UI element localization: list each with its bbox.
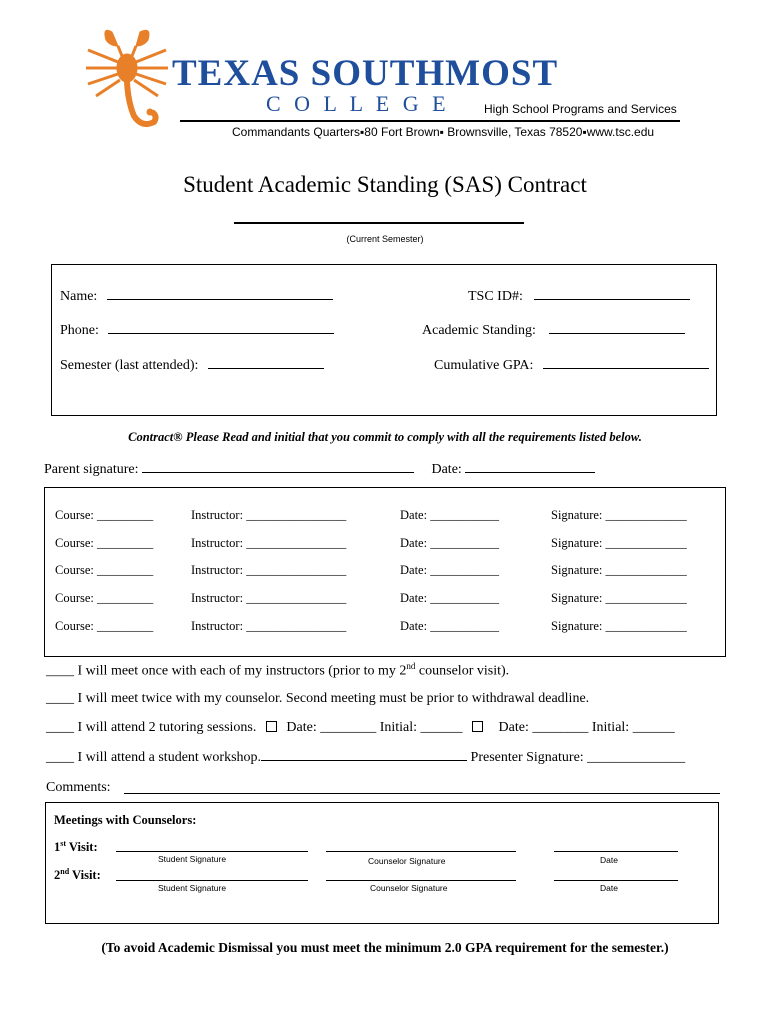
parent-signature-field[interactable] xyxy=(142,472,414,473)
semester-row xyxy=(60,358,324,374)
academic-standing-label: Academic Standing: xyxy=(422,323,536,338)
visit-1-label xyxy=(54,839,98,855)
name-label: Name: xyxy=(60,289,98,304)
course-signature-field[interactable]: Signature: _____________ xyxy=(551,563,687,577)
header-divider xyxy=(180,120,680,122)
tsc-id-row xyxy=(468,289,690,305)
parent-date-field[interactable] xyxy=(465,472,595,473)
gpa-row xyxy=(434,358,709,374)
course-date-field[interactable]: Date: ___________ xyxy=(400,591,499,605)
visit-1-date-field[interactable] xyxy=(554,851,678,852)
meetings-box xyxy=(45,802,719,924)
course-field[interactable]: Course: _________ xyxy=(55,591,154,605)
comments-label: Comments: xyxy=(46,780,111,795)
instructor-field[interactable]: Instructor: ________________ xyxy=(191,508,347,522)
academic-standing-field[interactable] xyxy=(549,333,685,334)
commitment-workshop-text: ____ I will attend a student workshop. xyxy=(46,750,262,765)
comments-field[interactable] xyxy=(124,793,720,794)
college-subtitle: C O L L E G E xyxy=(266,91,450,116)
visit-1-text: Visit: xyxy=(66,840,98,855)
page-title: Student Academic Standing (SAS) Contract xyxy=(183,172,587,197)
tsc-id-label: TSC ID#: xyxy=(468,289,523,304)
contract-instruction: Contract® Please Read and initial that you commit to comply with all the requirements listed below. xyxy=(128,430,642,444)
semester-attended-label: Semester (last attended): xyxy=(60,358,199,373)
scorpion-logo xyxy=(82,24,172,132)
visit-1-student-caption: Student Signature xyxy=(158,854,227,864)
tutoring-checkbox-1[interactable] xyxy=(266,721,277,732)
phone-field[interactable] xyxy=(108,333,334,334)
gpa-warning: (To avoid Academic Dismissal you must meet the minimum 2.0 GPA requirement for the semester.) xyxy=(101,940,669,955)
phone-row xyxy=(60,323,334,339)
course-field[interactable]: Course: _________ xyxy=(55,536,154,550)
visit-1-student-signature-field[interactable] xyxy=(116,851,308,852)
commitment-counselor[interactable] xyxy=(46,691,589,707)
visit-2-date-caption: Date xyxy=(600,883,618,893)
course-signature-field[interactable]: Signature: _____________ xyxy=(551,508,687,522)
phone-label: Phone: xyxy=(60,323,99,338)
course-signature-field[interactable]: Signature: _____________ xyxy=(551,536,687,550)
commitment-instructors[interactable] xyxy=(46,661,509,680)
workshop-field[interactable] xyxy=(261,760,467,761)
tutoring-session-2: Date: ________ Initial: ______ xyxy=(498,720,675,735)
tsc-id-field[interactable] xyxy=(534,299,690,300)
course-date-field[interactable]: Date: ___________ xyxy=(400,563,499,577)
parent-row xyxy=(44,462,595,478)
course-field[interactable]: Course: _________ xyxy=(55,563,154,577)
visit-2-student-caption: Student Signature xyxy=(158,883,227,893)
parent-signature-label: Parent signature: xyxy=(44,462,139,477)
commitment-tutoring[interactable] xyxy=(46,720,675,736)
instructor-field[interactable]: Instructor: ________________ xyxy=(191,563,347,577)
comments-row xyxy=(46,780,111,796)
course-date-field[interactable]: Date: ___________ xyxy=(400,619,499,633)
cumulative-gpa-field[interactable] xyxy=(543,368,709,369)
cumulative-gpa-label: Cumulative GPA: xyxy=(434,358,534,373)
meetings-heading: Meetings with Counselors: xyxy=(54,813,197,827)
visit-1-date-caption: Date xyxy=(600,855,618,865)
commitment-workshop[interactable] xyxy=(46,750,685,766)
course-date-field[interactable]: Date: ___________ xyxy=(400,536,499,550)
name-row xyxy=(60,289,333,305)
semester-line[interactable] xyxy=(234,222,524,224)
ordinal-sup: nd xyxy=(406,661,416,671)
parent-date-label: Date: xyxy=(431,462,462,477)
college-name: TEXAS SOUTHMOST xyxy=(172,53,559,94)
course-date-field[interactable]: Date: ___________ xyxy=(400,508,499,522)
visit-1-counselor-signature-field[interactable] xyxy=(326,851,516,852)
visit-1-counselor-caption: Counselor Signature xyxy=(368,856,446,866)
course-field[interactable]: Course: _________ xyxy=(55,508,154,522)
commitment-tutoring-text: ____ I will attend 2 tutoring sessions. xyxy=(46,720,257,735)
department-name: High School Programs and Services xyxy=(484,102,677,116)
name-field[interactable] xyxy=(107,299,333,300)
course-box xyxy=(44,487,726,657)
visit-2-label xyxy=(54,867,101,883)
course-signature-field[interactable]: Signature: _____________ xyxy=(551,619,687,633)
semester-caption: (Current Semester) xyxy=(346,234,424,244)
course-field[interactable]: Course: _________ xyxy=(55,619,154,633)
visit-1-num: 1 xyxy=(54,840,61,855)
instructor-field[interactable]: Instructor: ________________ xyxy=(191,536,347,550)
student-info-box xyxy=(51,264,717,416)
visit-1-sup: st xyxy=(60,839,67,848)
tutoring-session-1: Date: ________ Initial: ______ xyxy=(286,720,463,735)
visit-2-student-signature-field[interactable] xyxy=(116,880,308,881)
instructor-field[interactable]: Instructor: ________________ xyxy=(191,619,347,633)
visit-2-counselor-signature-field[interactable] xyxy=(326,880,516,881)
presenter-signature: Presenter Signature: ______________ xyxy=(470,750,686,765)
semester-attended-field[interactable] xyxy=(208,368,324,369)
commitment-instructors-text: ____ I will meet once with each of my instructors (prior to my 2 xyxy=(46,663,407,679)
visit-2-counselor-caption: Counselor Signature xyxy=(370,883,448,893)
visit-2-num: 2 xyxy=(54,868,61,883)
instructor-field[interactable]: Instructor: ________________ xyxy=(191,591,347,605)
visit-2-date-field[interactable] xyxy=(554,880,678,881)
course-signature-field[interactable]: Signature: _____________ xyxy=(551,591,687,605)
standing-row xyxy=(422,323,685,339)
address-line: Commandants Quarters▪80 Fort Brown▪ Brownsville, Texas 78520▪www.tsc.edu xyxy=(232,125,655,139)
tutoring-checkbox-2[interactable] xyxy=(472,721,483,732)
commitment-instructors-text-end: counselor visit). xyxy=(415,663,510,679)
visit-2-text: Visit: xyxy=(69,868,101,883)
visit-2-sup: nd xyxy=(60,867,70,876)
commitment-counselor-text: ____ I will meet twice with my counselor. Second meeting must be prior to withdrawal deadline. xyxy=(46,691,590,706)
